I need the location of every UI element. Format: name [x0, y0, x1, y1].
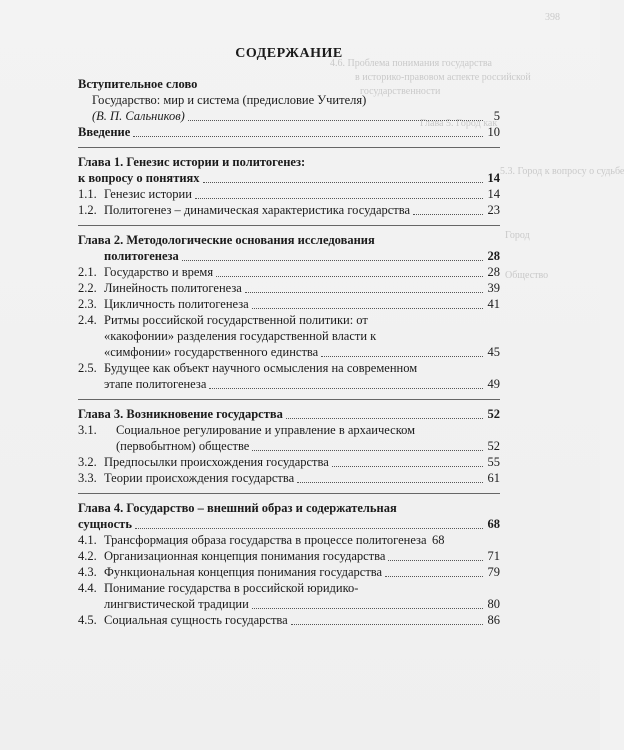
- leader-dots: [291, 623, 483, 625]
- chapter-4-heading[interactable]: Глава 4. Государство – внешний образ и содержательная: [78, 501, 397, 515]
- section-number: 4.1.: [78, 533, 97, 547]
- toc-title: СОДЕРЖАНИЕ: [235, 46, 343, 61]
- page-number: 55: [487, 455, 500, 469]
- section-number: 4.2.: [78, 549, 97, 563]
- page-number: 52: [487, 407, 500, 421]
- section-title: Социальная сущность государства: [104, 613, 288, 627]
- toc-entry-3-1[interactable]: [78, 438, 500, 454]
- page-number: 45: [487, 345, 500, 359]
- section-number: 3.1.: [78, 423, 97, 437]
- toc-entry-2-4-line-1[interactable]: [78, 312, 500, 328]
- toc-entry-chapter-1[interactable]: [78, 170, 500, 186]
- page-number: 5: [493, 109, 500, 123]
- section-number: 2.1.: [78, 265, 97, 279]
- section-title-cont: «симфонии» государственного единства: [104, 345, 319, 359]
- leader-dots: [252, 307, 483, 309]
- leader-dots: [413, 213, 483, 215]
- section-number: 2.3.: [78, 297, 97, 311]
- page-number: 71: [487, 549, 500, 563]
- toc-entry-chapter-4[interactable]: [78, 516, 500, 532]
- toc-entry-chapter-3[interactable]: [78, 406, 500, 422]
- toc-entry-4-5[interactable]: [78, 612, 500, 628]
- toc-entry-4-4[interactable]: [78, 596, 500, 612]
- toc-entry-2-3[interactable]: [78, 296, 500, 312]
- toc-entry-2-2[interactable]: [78, 280, 500, 296]
- section-title: Политогенез – динамическая характеристика государства: [104, 203, 411, 217]
- toc-entry-2-5[interactable]: [78, 376, 500, 392]
- introduction-label: Введение: [78, 125, 131, 139]
- chapter-1-heading[interactable]: Глава 1. Генезис истории и политогенез:: [78, 155, 306, 169]
- chapter-2-heading-cont: политогенеза: [104, 249, 179, 263]
- leader-dots: [388, 559, 483, 561]
- section-divider: [78, 493, 500, 494]
- leader-dots: [245, 291, 483, 293]
- section-number: 4.5.: [78, 613, 97, 627]
- toc-entry-4-3[interactable]: [78, 564, 500, 580]
- page-number: 79: [487, 565, 500, 579]
- bleed-through-line: Глава 5. Город как: [420, 118, 498, 129]
- page-number: 10: [487, 125, 500, 139]
- page-number: 49: [487, 377, 500, 391]
- chapter-4-heading-cont: сущность: [78, 517, 132, 531]
- page-number: 41: [487, 297, 500, 311]
- page-number: 52: [487, 439, 500, 453]
- chapter-3-heading: Глава 3. Возникновение государства: [78, 407, 283, 421]
- preface-author: (В. П. Сальников): [92, 109, 185, 123]
- section-title: Понимание государства в российской юридико-: [104, 581, 359, 595]
- leader-dots: [332, 465, 483, 467]
- section-title-cont[interactable]: «какофонии» разделения государственной власти к: [104, 329, 377, 343]
- toc-entry-introduction[interactable]: [78, 124, 500, 140]
- section-title: Трансформация образа государства в процессе политогенеза: [104, 533, 427, 547]
- leader-dots: [252, 449, 483, 451]
- section-number: 3.3.: [78, 471, 97, 485]
- leader-dots: [188, 119, 483, 121]
- page-number: 14: [487, 171, 500, 185]
- section-title-cont: этапе политогенеза: [104, 377, 207, 391]
- toc-entry-1-1[interactable]: [78, 186, 500, 202]
- section-title-cont: (первобытном) обществе: [116, 439, 250, 453]
- section-number: 2.5.: [78, 361, 97, 375]
- page-number: 28: [487, 249, 500, 263]
- bleed-through-line: 4.6. Проблема понимания государства: [330, 58, 492, 69]
- section-number: 4.4.: [78, 581, 97, 595]
- bleed-through-line: государственности: [360, 86, 441, 97]
- page-number: 80: [487, 597, 500, 611]
- toc-entry-3-2[interactable]: [78, 454, 500, 470]
- page-number: 68: [432, 533, 445, 547]
- leader-dots: [209, 387, 483, 389]
- section-number: 1.1.: [78, 187, 97, 201]
- section-divider: [78, 147, 500, 148]
- section-title: Генезис истории: [104, 187, 192, 201]
- leader-dots: [385, 575, 483, 577]
- leader-dots: [203, 181, 483, 183]
- section-number: 2.4.: [78, 313, 97, 327]
- section-number: 3.2.: [78, 455, 97, 469]
- section-divider: [78, 399, 500, 400]
- section-title: Предпосылки происхождения государства: [104, 455, 329, 469]
- section-title: Ритмы российской государственной политики: от: [104, 313, 368, 327]
- bleed-through-line: в историко-правовом аспекте российской: [355, 72, 531, 83]
- toc-entry-2-1[interactable]: [78, 264, 500, 280]
- leader-dots: [321, 355, 483, 357]
- leader-dots: [216, 275, 483, 277]
- toc-entry-2-5-line-1[interactable]: [78, 360, 500, 376]
- toc-entry-1-2[interactable]: [78, 202, 500, 218]
- section-title: Государство и время: [104, 265, 214, 279]
- page-number: 68: [487, 517, 500, 531]
- leader-dots: [286, 417, 483, 419]
- leader-dots: [195, 197, 483, 199]
- toc-entry-4-4-line-1[interactable]: [78, 580, 500, 596]
- bleed-through-line: Общество: [505, 270, 549, 281]
- leader-dots: [133, 135, 483, 137]
- toc-entry-preface[interactable]: [78, 108, 500, 124]
- chapter-1-heading-cont: к вопросу о понятиях: [78, 171, 200, 185]
- chapter-2-heading[interactable]: Глава 2. Методологические основания исследования: [78, 233, 375, 247]
- section-title: Теории происхождения государства: [104, 471, 295, 485]
- table-of-contents: [78, 46, 500, 628]
- section-title: Функциональная концепция понимания государства: [104, 565, 383, 579]
- section-title: Цикличность политогенеза: [104, 297, 249, 311]
- bleed-through-line: 5.3. Город к вопросу о судьбе: [500, 166, 624, 177]
- section-title: Линейность политогенеза: [104, 281, 242, 295]
- page-number: 39: [487, 281, 500, 295]
- leader-dots: [135, 527, 483, 529]
- section-number: 1.2.: [78, 203, 97, 217]
- section-divider: [78, 225, 500, 226]
- section-number: 4.3.: [78, 565, 97, 579]
- toc-entry-2-4[interactable]: [78, 344, 500, 360]
- leader-dots: [182, 259, 483, 261]
- page-number: 61: [487, 471, 500, 485]
- preface-line[interactable]: Государство: мир и система (предисловие Учителя): [92, 93, 367, 107]
- intro-heading[interactable]: Вступительное слово: [78, 77, 198, 91]
- section-number: 2.2.: [78, 281, 97, 295]
- toc-entry-4-1[interactable]: [78, 532, 500, 548]
- bleed-page-number: 398: [545, 12, 560, 23]
- page-number: 14: [487, 187, 500, 201]
- page-number: 23: [487, 203, 500, 217]
- toc-entry-3-3[interactable]: [78, 470, 500, 486]
- bleed-through-line: Город: [505, 230, 530, 241]
- page-number: 86: [487, 613, 500, 627]
- leader-dots: [252, 607, 483, 609]
- leader-dots: [297, 481, 483, 483]
- section-title-cont: лингвистической традиции: [104, 597, 249, 611]
- section-title: Будущее как объект научного осмысления на современном: [104, 361, 418, 375]
- section-title: Социальное регулирование и управление в архаическом: [116, 423, 416, 437]
- toc-entry-4-2[interactable]: [78, 548, 500, 564]
- toc-entry-chapter-2[interactable]: [78, 248, 500, 264]
- section-title: Организационная концепция понимания государства: [104, 549, 386, 563]
- page-number: 28: [487, 265, 500, 279]
- toc-entry-3-1-line-1[interactable]: [78, 422, 500, 438]
